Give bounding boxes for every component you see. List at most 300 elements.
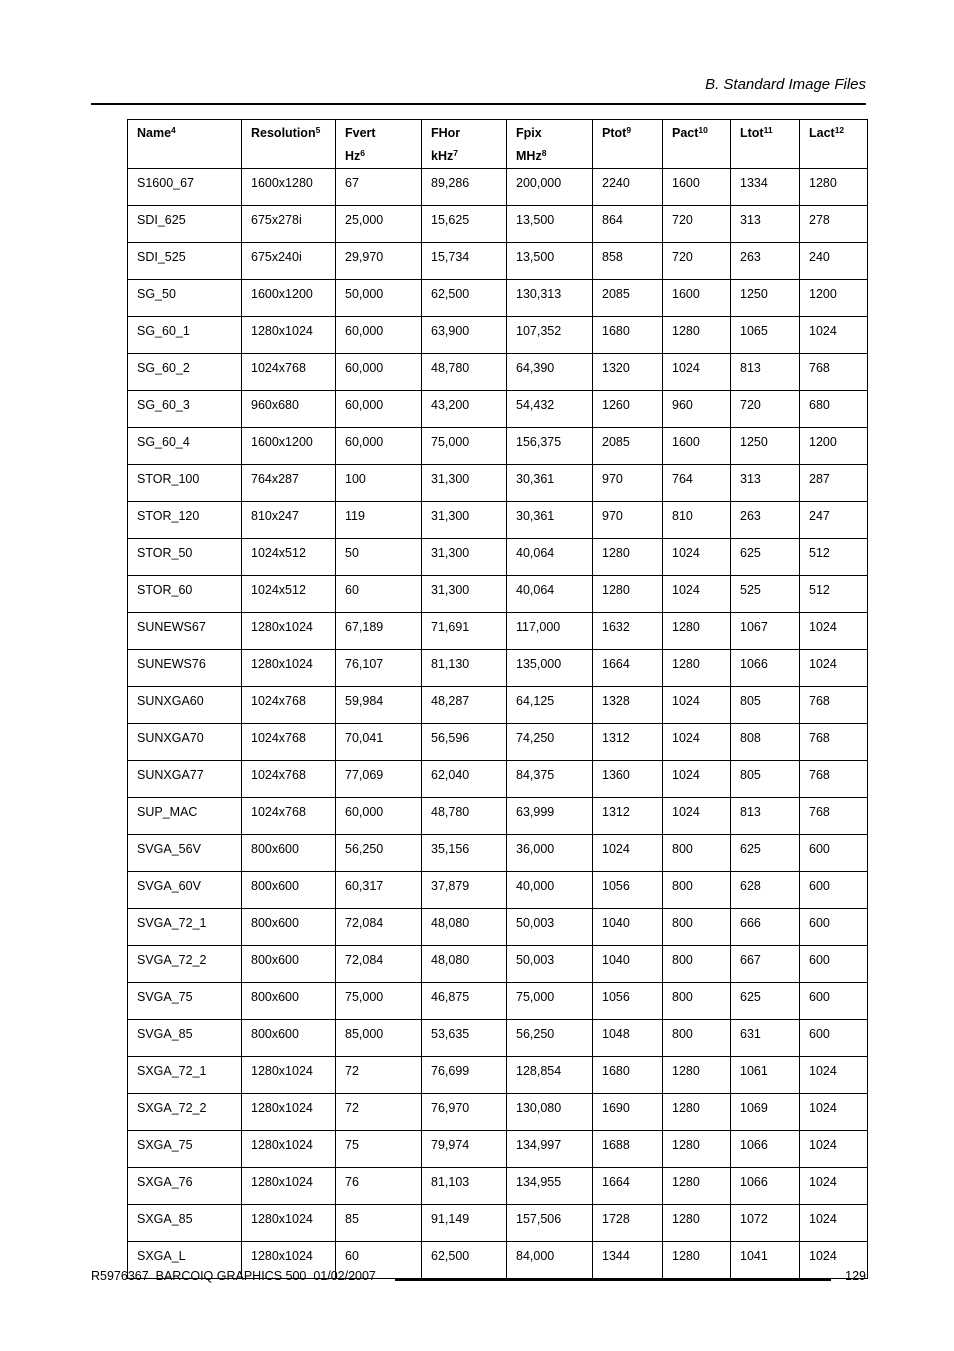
table-cell: 76,107 (336, 650, 422, 687)
table-cell: 1632 (593, 613, 663, 650)
table-cell: 525 (731, 576, 800, 613)
table-cell: SVGA_72_2 (128, 946, 242, 983)
table-header-row (128, 120, 868, 169)
table-cell: 1280x1024 (242, 613, 336, 650)
table-cell: 25,000 (336, 206, 422, 243)
table-cell: SG_50 (128, 280, 242, 317)
table-cell: 666 (731, 909, 800, 946)
table-cell: 2085 (593, 428, 663, 465)
table-cell: 1024 (800, 1094, 868, 1131)
table-cell: 31,300 (422, 465, 507, 502)
table-cell: SXGA_76 (128, 1168, 242, 1205)
table-cell: SXGA_L (128, 1242, 242, 1279)
table-cell: 800 (663, 872, 731, 909)
table-cell: 764 (663, 465, 731, 502)
table-cell: 1024 (663, 576, 731, 613)
table-cell: 1690 (593, 1094, 663, 1131)
section-title: B. Standard Image Files (705, 76, 866, 93)
column-header-fpix (507, 120, 593, 169)
table-cell: 1024 (663, 687, 731, 724)
table-cell: 1024 (663, 761, 731, 798)
header-divider (91, 103, 866, 105)
table-cell: 56,596 (422, 724, 507, 761)
table-cell: SDI_625 (128, 206, 242, 243)
table-cell: 48,080 (422, 909, 507, 946)
table-cell: 805 (731, 761, 800, 798)
table-cell: 1041 (731, 1242, 800, 1279)
table-cell: 1360 (593, 761, 663, 798)
table-cell: 1280x1024 (242, 1094, 336, 1131)
table-cell: 1280x1024 (242, 1057, 336, 1094)
table-cell: 720 (731, 391, 800, 428)
table-cell: 31,300 (422, 576, 507, 613)
table-cell: 50 (336, 539, 422, 576)
table-cell: 74,250 (507, 724, 593, 761)
table-cell: SG_60_4 (128, 428, 242, 465)
table-cell: 53,635 (422, 1020, 507, 1057)
table-cell: SVGA_85 (128, 1020, 242, 1057)
table-cell: 77,069 (336, 761, 422, 798)
table-cell: 72,084 (336, 909, 422, 946)
table-cell: 720 (663, 206, 731, 243)
table-row (128, 909, 868, 946)
table-cell: 75 (336, 1131, 422, 1168)
table-cell: 13,500 (507, 243, 593, 280)
column-header-label: FHor (431, 126, 461, 140)
table-cell: 1024x768 (242, 761, 336, 798)
table-cell: 60,000 (336, 391, 422, 428)
table-cell: 36,000 (507, 835, 593, 872)
table-cell: 64,390 (507, 354, 593, 391)
table-cell: 768 (800, 724, 868, 761)
table-cell: 625 (731, 539, 800, 576)
table-row (128, 613, 868, 650)
table-cell: 960x680 (242, 391, 336, 428)
footnote-ref: 11 (763, 125, 773, 135)
table-cell: 85 (336, 1205, 422, 1242)
table-cell: 247 (800, 502, 868, 539)
table-cell: 1066 (731, 650, 800, 687)
table-cell: 600 (800, 872, 868, 909)
table-cell: 600 (800, 909, 868, 946)
table-cell: 54,432 (507, 391, 593, 428)
table-cell: 1024 (663, 798, 731, 835)
table-cell: 1320 (593, 354, 663, 391)
table-cell: 29,970 (336, 243, 422, 280)
table-cell: 1200 (800, 428, 868, 465)
column-header-label: Resolution (251, 126, 316, 140)
table-cell: 1024 (593, 835, 663, 872)
table-cell: 1344 (593, 1242, 663, 1279)
column-header-label: Ptot (602, 126, 627, 140)
table-cell: 1024 (800, 650, 868, 687)
table-cell: 263 (731, 502, 800, 539)
table-cell: 1067 (731, 613, 800, 650)
table-cell: 1066 (731, 1168, 800, 1205)
table-cell: 107,352 (507, 317, 593, 354)
table-row (128, 1131, 868, 1168)
column-header-name (128, 120, 242, 169)
table-cell: 60,000 (336, 317, 422, 354)
table-cell: 800 (663, 835, 731, 872)
table-cell: 63,999 (507, 798, 593, 835)
table-cell: 1024x768 (242, 354, 336, 391)
table-cell: 15,734 (422, 243, 507, 280)
table-cell: 675x240i (242, 243, 336, 280)
table-row (128, 317, 868, 354)
table-cell: SUNXGA70 (128, 724, 242, 761)
table-cell: 1048 (593, 1020, 663, 1057)
table-cell: 800 (663, 1020, 731, 1057)
table-cell: 84,000 (507, 1242, 593, 1279)
table-cell: 1280 (593, 539, 663, 576)
table-cell: 62,500 (422, 1242, 507, 1279)
table-cell: 31,300 (422, 539, 507, 576)
table-cell: 1024 (663, 354, 731, 391)
table-row (128, 243, 868, 280)
table-cell: 813 (731, 354, 800, 391)
table-cell: STOR_50 (128, 539, 242, 576)
table-row (128, 687, 868, 724)
table-cell: 72 (336, 1094, 422, 1131)
table-cell: 764x287 (242, 465, 336, 502)
table-cell: 70,041 (336, 724, 422, 761)
table-cell: 56,250 (336, 835, 422, 872)
table-cell: 1250 (731, 428, 800, 465)
table-cell: 48,287 (422, 687, 507, 724)
column-header-lact (800, 120, 868, 169)
table-cell: 75,000 (422, 428, 507, 465)
table-cell: 81,130 (422, 650, 507, 687)
footnote-ref: 6 (360, 148, 366, 158)
column-header-ltot (731, 120, 800, 169)
table-cell: 60,000 (336, 428, 422, 465)
table-cell: 130,080 (507, 1094, 593, 1131)
table-cell: 278 (800, 206, 868, 243)
table-cell: 600 (800, 1020, 868, 1057)
column-header-resolution (242, 120, 336, 169)
table-row (128, 983, 868, 1020)
table-cell: 1065 (731, 317, 800, 354)
table-cell: 67,189 (336, 613, 422, 650)
table-cell: 1688 (593, 1131, 663, 1168)
table-cell: 858 (593, 243, 663, 280)
table-cell: 1680 (593, 1057, 663, 1094)
table-row (128, 206, 868, 243)
table-cell: SVGA_72_1 (128, 909, 242, 946)
table-cell: 800x600 (242, 946, 336, 983)
table-cell: 157,506 (507, 1205, 593, 1242)
table-cell: 64,125 (507, 687, 593, 724)
column-header-pact (663, 120, 731, 169)
table-cell: SXGA_72_1 (128, 1057, 242, 1094)
column-header-label: Fpix (516, 126, 542, 140)
table-cell: 1056 (593, 983, 663, 1020)
table-cell: 85,000 (336, 1020, 422, 1057)
table-cell: SXGA_75 (128, 1131, 242, 1168)
table-cell: 135,000 (507, 650, 593, 687)
table-cell: 1600x1200 (242, 428, 336, 465)
table-cell: 119 (336, 502, 422, 539)
table-cell: 1066 (731, 1131, 800, 1168)
table-row (128, 428, 868, 465)
table-cell: 625 (731, 983, 800, 1020)
table-cell: 63,900 (422, 317, 507, 354)
table-cell: 800x600 (242, 983, 336, 1020)
table-cell: SG_60_2 (128, 354, 242, 391)
table-row (128, 1094, 868, 1131)
table-cell: 1600x1280 (242, 169, 336, 206)
table-cell: 313 (731, 206, 800, 243)
table-cell: 1600x1200 (242, 280, 336, 317)
table-cell: 1312 (593, 798, 663, 835)
table-cell: 800x600 (242, 872, 336, 909)
table-cell: 970 (593, 465, 663, 502)
table-cell: SUP_MAC (128, 798, 242, 835)
table-cell: SUNXGA77 (128, 761, 242, 798)
table-cell: 631 (731, 1020, 800, 1057)
table-cell: 800 (663, 946, 731, 983)
table-cell: 1728 (593, 1205, 663, 1242)
table-cell: 313 (731, 465, 800, 502)
table-cell: 800x600 (242, 909, 336, 946)
table-cell: STOR_60 (128, 576, 242, 613)
table-cell: 60,000 (336, 798, 422, 835)
table-cell: 37,879 (422, 872, 507, 909)
table-cell: 30,361 (507, 502, 593, 539)
table-cell: 1260 (593, 391, 663, 428)
table-cell: 800 (663, 909, 731, 946)
table-row (128, 761, 868, 798)
table-cell: 60 (336, 576, 422, 613)
table-cell: 59,984 (336, 687, 422, 724)
table-cell: 864 (593, 206, 663, 243)
table-cell: 91,149 (422, 1205, 507, 1242)
table-cell: SVGA_60V (128, 872, 242, 909)
table-row (128, 946, 868, 983)
table-cell: 1280x1024 (242, 317, 336, 354)
table-row (128, 169, 868, 206)
table-cell: 1024 (800, 613, 868, 650)
table-cell: 1280 (593, 576, 663, 613)
table-cell: 1200 (800, 280, 868, 317)
table-cell: SXGA_72_2 (128, 1094, 242, 1131)
table-cell: 1024 (800, 317, 868, 354)
table-cell: 40,064 (507, 576, 593, 613)
table-cell: 1280 (663, 650, 731, 687)
table-cell: SUNEWS67 (128, 613, 242, 650)
column-header-label: Fvert (345, 126, 376, 140)
table-cell: 1024x768 (242, 724, 336, 761)
table-row (128, 650, 868, 687)
table-cell: 1328 (593, 687, 663, 724)
table-cell: SG_60_3 (128, 391, 242, 428)
column-header-unit: Hz (345, 149, 361, 163)
column-header-label: Ltot (740, 126, 764, 140)
table-cell: 1280x1024 (242, 650, 336, 687)
column-header-fhor (422, 120, 507, 169)
table-cell: 48,780 (422, 798, 507, 835)
table-cell: 1024x512 (242, 539, 336, 576)
table-row (128, 391, 868, 428)
table-cell: 89,286 (422, 169, 507, 206)
table-row (128, 1057, 868, 1094)
table-cell: 512 (800, 576, 868, 613)
column-header-label: Name (137, 126, 172, 140)
table-cell: 75,000 (336, 983, 422, 1020)
table-cell: SVGA_75 (128, 983, 242, 1020)
table-cell: 1280x1024 (242, 1242, 336, 1279)
table-cell: 1024x768 (242, 798, 336, 835)
footnote-ref: 5 (315, 125, 321, 135)
table-cell: 43,200 (422, 391, 507, 428)
table-cell: 128,854 (507, 1057, 593, 1094)
table-cell: 84,375 (507, 761, 593, 798)
table-cell: 50,003 (507, 946, 593, 983)
table-cell: 1024 (800, 1168, 868, 1205)
table-cell: 1280 (663, 317, 731, 354)
table-cell: 1280 (663, 1168, 731, 1205)
table-cell: 1600 (663, 280, 731, 317)
table-cell: 1280x1024 (242, 1168, 336, 1205)
table-cell: 76,970 (422, 1094, 507, 1131)
table-row (128, 1205, 868, 1242)
table-cell: 75,000 (507, 983, 593, 1020)
table-row (128, 724, 868, 761)
table-cell: 1250 (731, 280, 800, 317)
table-cell: 76,699 (422, 1057, 507, 1094)
table-cell: 134,955 (507, 1168, 593, 1205)
table-cell: SUNEWS76 (128, 650, 242, 687)
table-cell: 1024x768 (242, 687, 336, 724)
table-cell: 56,250 (507, 1020, 593, 1057)
column-header-ptot (593, 120, 663, 169)
table-cell: 2085 (593, 280, 663, 317)
table-cell: 628 (731, 872, 800, 909)
column-header-label: Pact (672, 126, 699, 140)
table-cell: 800 (663, 983, 731, 1020)
table-cell: 675x278i (242, 206, 336, 243)
table-cell: 1280 (800, 169, 868, 206)
column-header-fvert (336, 120, 422, 169)
table-cell: 100 (336, 465, 422, 502)
table-cell: 1056 (593, 872, 663, 909)
footnote-ref: 9 (626, 125, 632, 135)
footnote-ref: 12 (834, 125, 845, 135)
table-cell: 1024 (800, 1057, 868, 1094)
table-cell: 134,997 (507, 1131, 593, 1168)
table-cell: 1280 (663, 1205, 731, 1242)
table-cell: 1664 (593, 650, 663, 687)
table-cell: 62,500 (422, 280, 507, 317)
table-cell: 117,000 (507, 613, 593, 650)
column-header-unit: MHz (516, 149, 542, 163)
table-cell: 50,000 (336, 280, 422, 317)
table-row (128, 798, 868, 835)
column-header-label: Lact (809, 126, 835, 140)
table-cell: 808 (731, 724, 800, 761)
table-cell: 30,361 (507, 465, 593, 502)
table-cell: 263 (731, 243, 800, 280)
table-cell: 1024 (800, 1131, 868, 1168)
table-cell: 1600 (663, 428, 731, 465)
table-cell: 13,500 (507, 206, 593, 243)
table-row (128, 502, 868, 539)
table-cell: 625 (731, 835, 800, 872)
table-cell: 600 (800, 946, 868, 983)
page-number: 129 (845, 1269, 866, 1283)
table-cell: 72,084 (336, 946, 422, 983)
table-row (128, 872, 868, 909)
table-cell: 1024 (663, 724, 731, 761)
table-row (128, 465, 868, 502)
footnote-ref: 10 (698, 125, 708, 135)
table-cell: 15,625 (422, 206, 507, 243)
table-cell: 60,317 (336, 872, 422, 909)
table-row (128, 539, 868, 576)
table-cell: SXGA_85 (128, 1205, 242, 1242)
table-cell: 60 (336, 1242, 422, 1279)
table-cell: 813 (731, 798, 800, 835)
table-row (128, 1168, 868, 1205)
table-cell: S1600_67 (128, 169, 242, 206)
table-cell: 67 (336, 169, 422, 206)
footer-doc-info: R5976367 BARCOIQ GRAPHICS 500 01/02/2007 (91, 1269, 376, 1283)
table-cell: 512 (800, 539, 868, 576)
table-cell: 287 (800, 465, 868, 502)
table-cell: 79,974 (422, 1131, 507, 1168)
table-cell: 970 (593, 502, 663, 539)
table-cell: 2240 (593, 169, 663, 206)
table-cell: 1280 (663, 1131, 731, 1168)
table-cell: 1024 (663, 539, 731, 576)
table-cell: 1040 (593, 909, 663, 946)
footnote-ref: 7 (453, 148, 458, 158)
image-files-table (127, 119, 868, 1279)
table-cell: 810x247 (242, 502, 336, 539)
table-cell: 200,000 (507, 169, 593, 206)
table-row (128, 1020, 868, 1057)
table-cell: 1664 (593, 1168, 663, 1205)
table-cell: 1280 (663, 1094, 731, 1131)
table-cell: 1072 (731, 1205, 800, 1242)
table-cell: 1024x512 (242, 576, 336, 613)
table-cell: STOR_100 (128, 465, 242, 502)
table-cell: 1040 (593, 946, 663, 983)
table-cell: 46,875 (422, 983, 507, 1020)
table-cell: 800x600 (242, 1020, 336, 1057)
table-cell: 720 (663, 243, 731, 280)
table-cell: 667 (731, 946, 800, 983)
table-cell: 800x600 (242, 835, 336, 872)
table-cell: 71,691 (422, 613, 507, 650)
table-cell: 1680 (593, 317, 663, 354)
table-cell: 1280 (663, 1057, 731, 1094)
table-row (128, 835, 868, 872)
footer-divider (395, 1279, 831, 1281)
table-cell: 156,375 (507, 428, 593, 465)
table-cell: 31,300 (422, 502, 507, 539)
table-row (128, 576, 868, 613)
table-cell: 680 (800, 391, 868, 428)
table-cell: 960 (663, 391, 731, 428)
table-cell: 768 (800, 354, 868, 391)
table-cell: 1600 (663, 169, 731, 206)
table-cell: 81,103 (422, 1168, 507, 1205)
table-cell: 48,080 (422, 946, 507, 983)
table-cell: 600 (800, 835, 868, 872)
table-cell: 810 (663, 502, 731, 539)
